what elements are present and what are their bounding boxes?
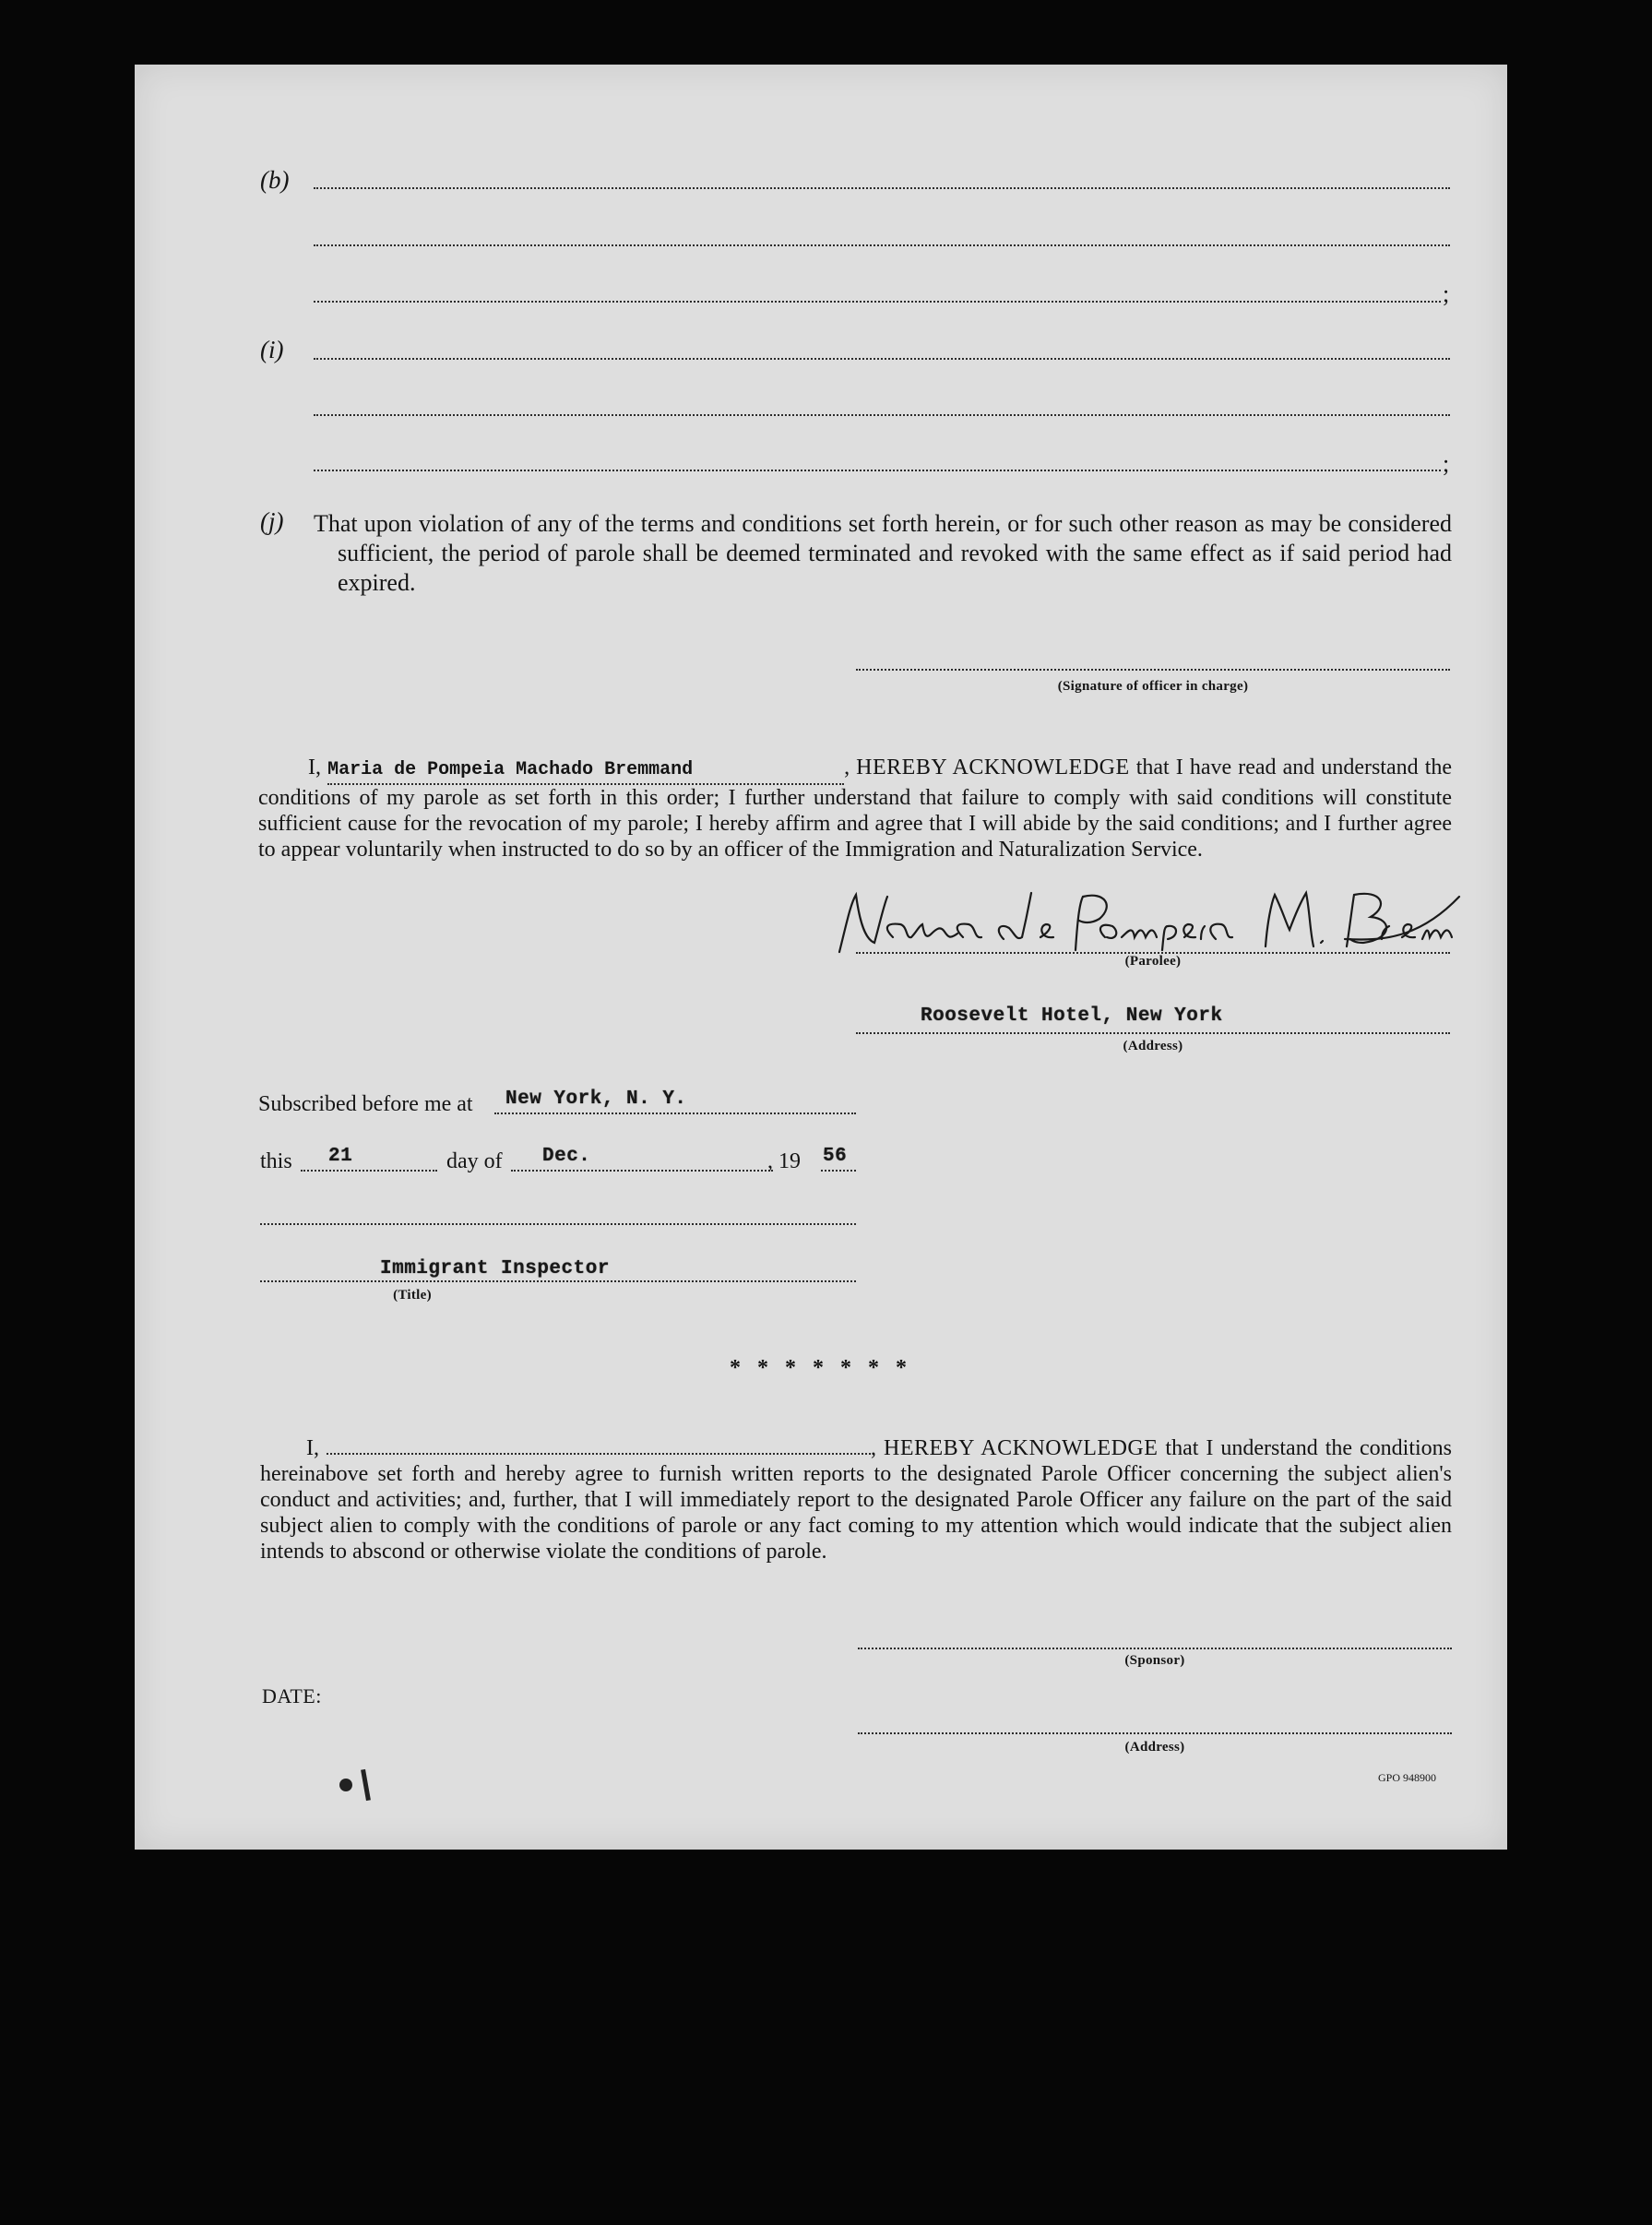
title-line[interactable] bbox=[260, 1280, 856, 1282]
parolee-address-caption: (Address) bbox=[1123, 1039, 1183, 1053]
item-b-line-1[interactable] bbox=[314, 187, 1450, 189]
gpo-number: GPO 948900 bbox=[1378, 1771, 1437, 1784]
officer-signature-caption: (Signature of officer in charge) bbox=[1057, 679, 1249, 694]
year-prefix: , 19 bbox=[767, 1149, 801, 1173]
year-line[interactable] bbox=[821, 1170, 856, 1172]
subscribed-day: 21 bbox=[328, 1146, 353, 1167]
parolee-address-line[interactable] bbox=[856, 1032, 1450, 1034]
sponsor-name-field[interactable] bbox=[327, 1453, 871, 1455]
parolee-caption: (Parolee) bbox=[1124, 954, 1182, 969]
parolee-address: Roosevelt Hotel, New York bbox=[921, 1005, 1223, 1027]
item-b-line-2[interactable] bbox=[314, 244, 1450, 246]
parolee-ack-prefix: I, bbox=[308, 756, 321, 779]
sponsor-address-caption: (Address) bbox=[1124, 1740, 1185, 1755]
item-i-line-1[interactable] bbox=[314, 358, 1450, 360]
sponsor-address-line[interactable] bbox=[858, 1732, 1452, 1734]
item-b-semicolon: ; bbox=[1443, 280, 1450, 307]
sponsor-caption: (Sponsor) bbox=[1124, 1653, 1185, 1668]
officer-signature-line[interactable] bbox=[856, 669, 1450, 671]
parolee-handwritten-signature bbox=[828, 886, 1465, 959]
item-i-line-2[interactable] bbox=[314, 414, 1450, 416]
sponsor-ack-first-line-end: that I understand the conditions bbox=[1165, 1436, 1453, 1460]
parolee-ack-text: that I have read and understand the conditions of my parole as set forth in this order; I further understand that failure to comply with said conditions will constitute sufficient cause for the revocation of my parole; I hereby affirm and agree that I will abide by the said conditions; and I further agree to appear voluntarily when instructed to do so by an officer of the Immigration and Naturalization Service. bbox=[258, 756, 1453, 862]
subscribed-place-line[interactable] bbox=[494, 1112, 856, 1114]
day-line[interactable] bbox=[301, 1170, 437, 1172]
item-j-label: (j) bbox=[260, 507, 284, 535]
item-b-label: (b) bbox=[260, 166, 290, 194]
sponsor-ack-prefix: I, bbox=[306, 1436, 319, 1460]
item-j-text: That upon violation of any of the terms and conditions set forth herein, or for such other reason as may be considered sufficient, the period of parole shall be deemed terminated and revoked with the same effect as if said period had expired. bbox=[314, 510, 1452, 596]
officer-title: Immigrant Inspector bbox=[380, 1258, 610, 1279]
item-b-line-3[interactable] bbox=[314, 301, 1441, 303]
parolee-name: Maria de Pompeia Machado Bremmand bbox=[327, 759, 694, 780]
section-divider: * * * * * * * bbox=[730, 1356, 912, 1380]
sponsor-hereby-acknowledge: HEREBY ACKNOWLEDGE bbox=[884, 1436, 1159, 1460]
document-page bbox=[135, 65, 1507, 1850]
this-label: this bbox=[260, 1149, 292, 1173]
item-i-line-3[interactable] bbox=[314, 470, 1441, 471]
day-of-label: day of bbox=[446, 1149, 503, 1173]
subscribing-officer-line[interactable] bbox=[260, 1223, 856, 1225]
sponsor-signature-line[interactable] bbox=[858, 1648, 1452, 1649]
parolee-acknowledgement: I, Maria de Pompeia Machado Bremmand , HEREBY ACKNOWLEDGE that I have read and understand the conditions of my parole as set forth in this order; I further understand that failure to comply with said conditions will constitute sufficient cause for the revocation of my parole; I hereby affirm and agree that I will abide by the said conditions; and I further agree to appear voluntarily when instructed to do so by an officer of the Immigration and Naturalization Service. bbox=[258, 756, 1453, 862]
parolee-hereby-acknowledge: HEREBY ACKNOWLEDGE bbox=[856, 756, 1130, 779]
title-caption: (Title) bbox=[393, 1288, 432, 1303]
subscribed-month: Dec. bbox=[542, 1146, 591, 1167]
subscribed-label: Subscribed before me at bbox=[258, 1092, 473, 1116]
subscribed-year: 56 bbox=[823, 1146, 848, 1167]
sponsor-ack-text: hereinabove set forth and hereby agree to furnish written reports to the designated Parole Officer concerning the subject alien's conduct and activities; and, further, that I will immediately report to the designated Parole Officer any failure on the part of the said subject alien to comply with the conditions of parole or any fact coming to my attention which would indicate that the subject alien intends to abscond or otherwise violate the conditions of parole. bbox=[260, 1462, 1452, 1564]
item-i-semicolon: ; bbox=[1443, 450, 1450, 477]
month-line[interactable] bbox=[511, 1170, 773, 1172]
subscribed-place: New York, N. Y. bbox=[505, 1089, 687, 1110]
sponsor-acknowledgement: I, , HEREBY ACKNOWLEDGE that I understand the conditions hereinabove set forth and hereby agree to furnish written reports to the designated Parole Officer concerning the subject alien's conduct and activities; and, further, that I will immediately report to the designated Parole Officer any failure on the part of the said subject alien to comply with the conditions of parole or any fact coming to my attention which would indicate that the subject alien intends to abscond or otherwise violate the conditions of parole. bbox=[260, 1436, 1453, 1564]
parolee-name-field[interactable] bbox=[327, 755, 844, 785]
ink-spot bbox=[339, 1779, 352, 1791]
ink-mark bbox=[361, 1769, 371, 1801]
item-i-label: (i) bbox=[260, 336, 284, 363]
date-label: DATE: bbox=[262, 1684, 322, 1707]
